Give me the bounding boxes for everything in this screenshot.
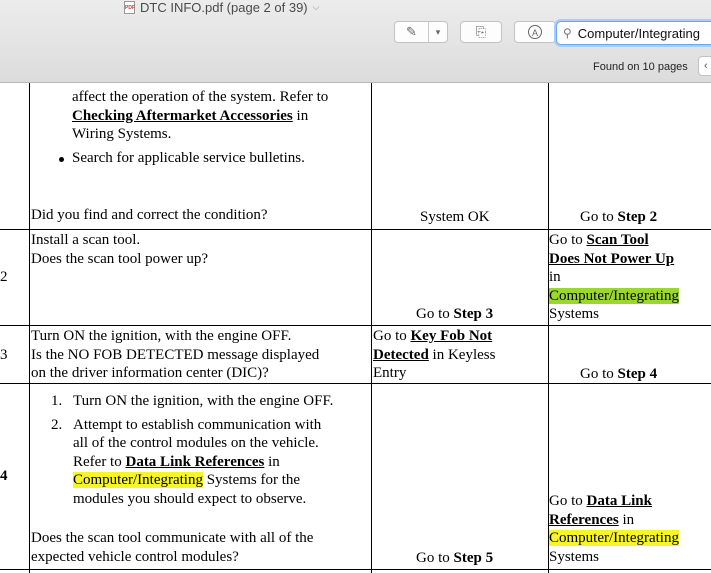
- row4-no-action-line: [549, 511, 634, 530]
- goto-text: Go to: [549, 232, 587, 248]
- row2-no-action-line: [549, 250, 674, 269]
- pdf-page: [0, 83, 711, 573]
- previous-result-button[interactable]: ‹: [698, 56, 711, 76]
- goto-text: Go to: [416, 550, 454, 566]
- window-title[interactable]: [124, 0, 319, 15]
- rotate-button[interactable]: [460, 21, 502, 43]
- search-results-count: Found on 10 pages: [593, 61, 688, 73]
- row1-in-text: in: [292, 108, 309, 124]
- row2-text-line: Does the scan tool power up?: [31, 251, 209, 267]
- goto-text: Go to: [580, 366, 618, 382]
- goto-text: Go to: [416, 306, 454, 322]
- row3-yes-tail: in Keyless: [428, 347, 496, 363]
- row1-text-line: Wiring Systems.: [72, 126, 172, 142]
- scan-tool-link[interactable]: Scan Tool: [586, 232, 649, 248]
- row3-no-action: [580, 365, 657, 384]
- row1-yes-action: System OK: [420, 209, 490, 225]
- row4-question: Does the scan tool communicate with all of the: [31, 530, 314, 546]
- step-number: 3: [0, 347, 8, 363]
- annotate-button[interactable]: [514, 21, 556, 43]
- bullet-icon: [59, 157, 64, 162]
- step-number-text: 4: [0, 468, 8, 484]
- markup-toolbar-button[interactable]: [394, 21, 448, 43]
- row4-no-tail: Systems: [549, 549, 600, 565]
- row4-item: [73, 453, 280, 472]
- refer-text: Refer to: [73, 454, 126, 470]
- row2-no-action-line: [549, 287, 679, 306]
- rotate-icon: ⎘: [475, 24, 487, 39]
- row3-yes-action-line: [373, 346, 495, 365]
- scan-tool-link[interactable]: Does Not Power Up: [549, 251, 675, 267]
- goto-text: Go to: [373, 328, 411, 344]
- data-link-link[interactable]: References: [549, 512, 619, 528]
- chevron-down-icon[interactable]: ▾: [435, 26, 441, 37]
- table-rule: [0, 569, 711, 570]
- row4-no-action: [549, 492, 652, 511]
- row4-item: [73, 471, 300, 490]
- row2-no-action: [549, 231, 649, 250]
- annotate-icon: A: [528, 25, 542, 39]
- row4-item: Attempt to establish communication with: [73, 417, 322, 433]
- title-chevron-icon[interactable]: ⌵: [312, 2, 320, 12]
- in-text: in: [618, 512, 635, 528]
- search-highlight: Computer/Integrating: [73, 472, 203, 488]
- window-title-text: DTC INFO.pdf (page 2 of 39): [140, 0, 308, 15]
- row1-no-action: [580, 208, 657, 227]
- step-link[interactable]: Step 2: [617, 209, 658, 225]
- goto-text: Go to: [580, 209, 618, 225]
- row4-item: Turn ON the ignition, with the engine OFF.: [73, 393, 334, 409]
- row2-text-line: Install a scan tool.: [31, 232, 141, 248]
- step-link[interactable]: Step 3: [453, 306, 494, 322]
- row2-yes-action: [416, 305, 493, 324]
- key-fob-link[interactable]: Key Fob Not: [410, 328, 493, 344]
- row3-text-line: on the driver information center (DIC)?: [31, 365, 269, 381]
- row3-text-line: Turn ON the ignition, with the engine OFF.: [31, 328, 292, 344]
- row1-question: Did you find and correct the condition?: [31, 207, 268, 223]
- row3-yes-tail: Entry: [373, 365, 407, 381]
- row4-item: all of the control modules on the vehicle.: [73, 435, 319, 451]
- row4-item: modules you should expect to observe.: [73, 491, 307, 507]
- row3-yes-action: [373, 327, 492, 346]
- key-fob-link[interactable]: Detected: [373, 347, 429, 363]
- search-input[interactable]: Computer/Integrating: [577, 25, 700, 41]
- row2-no-tail: Systems: [549, 306, 600, 322]
- row2-no-in: in: [549, 269, 561, 285]
- row1-text-line: [72, 107, 308, 126]
- in-text: in: [264, 454, 280, 470]
- table-rule: [0, 325, 711, 326]
- row4-no-action-line: [549, 529, 679, 548]
- table-rule: [0, 229, 711, 230]
- data-link-link[interactable]: Data Link: [586, 493, 652, 509]
- list-number: 1.: [51, 393, 63, 409]
- search-highlight: Computer/Integrating: [549, 530, 679, 546]
- row3-text-line: Is the NO FOB DETECTED message displayed: [31, 347, 320, 363]
- list-number: 2.: [51, 417, 63, 433]
- row4-question: expected vehicle control modules?: [31, 549, 239, 565]
- table-rule: [29, 83, 30, 573]
- step-number: [0, 467, 8, 486]
- pdf-file-icon: PDF: [124, 1, 135, 14]
- row1-text-line: affect the operation of the system. Refer to: [72, 89, 329, 105]
- pen-icon: ✎: [395, 22, 429, 42]
- data-link-references-link[interactable]: Data Link References: [125, 454, 265, 470]
- window-toolbar: [0, 0, 711, 83]
- step-number: 2: [0, 269, 8, 285]
- step-link[interactable]: Step 5: [453, 550, 494, 566]
- search-highlight: Computer/Integrating: [549, 288, 679, 304]
- goto-text: Go to: [549, 493, 587, 509]
- search-icon: ⚲: [563, 26, 572, 40]
- row4-item-text: Systems for the: [202, 472, 301, 488]
- table-rule: [371, 83, 372, 573]
- search-field[interactable]: [556, 21, 711, 45]
- row4-yes-action: [416, 549, 493, 568]
- row1-bullet-text: Search for applicable service bulletins.: [72, 150, 305, 166]
- step-link[interactable]: Step 4: [617, 366, 658, 382]
- checking-aftermarket-link[interactable]: Checking Aftermarket Accessories: [72, 108, 293, 124]
